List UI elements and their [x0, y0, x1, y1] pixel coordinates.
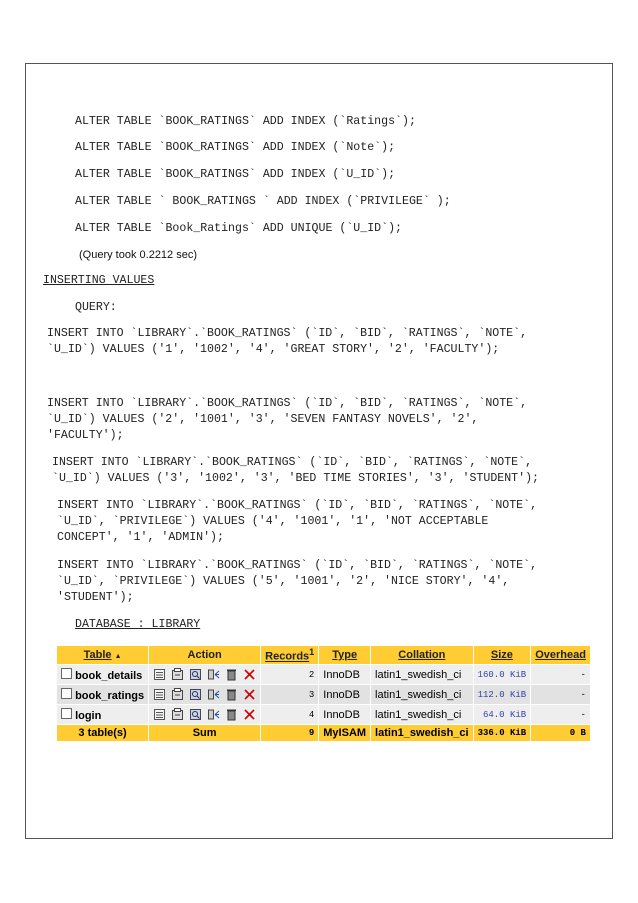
- browse-icon[interactable]: [153, 688, 166, 701]
- insert-icon[interactable]: [207, 688, 220, 701]
- footer-records: 9: [261, 725, 318, 741]
- collation-cell: latin1_swedish_ci: [371, 665, 473, 684]
- insert-3-line-2: `U_ID`) VALUES ('3', '1002', '3', 'BED TIME STORIES', '3', 'STUDENT');: [52, 472, 540, 485]
- insert-1-line-1: INSERT INTO `LIBRARY`.`BOOK_RATINGS` (`ID`, `BID`, `RATINGS`, `NOTE`,: [47, 327, 528, 340]
- row-checkbox[interactable]: [61, 668, 72, 679]
- header-overhead[interactable]: Overhead: [531, 646, 590, 664]
- footer-type: MyISAM: [319, 725, 370, 741]
- sort-arrow-icon: ▲: [114, 653, 122, 660]
- collation-cell: latin1_swedish_ci: [371, 685, 473, 704]
- records-cell: 4: [261, 705, 318, 724]
- records-cell: 2: [261, 665, 318, 684]
- size-cell[interactable]: 112.0 KiB: [474, 685, 531, 704]
- type-cell: InnoDB: [319, 685, 370, 704]
- table-row: [57, 665, 590, 684]
- query-label: QUERY:: [75, 301, 117, 314]
- overhead-cell: -: [531, 685, 590, 704]
- header-size[interactable]: Size: [474, 646, 531, 664]
- header-action: Action: [149, 646, 260, 664]
- insert-icon[interactable]: [207, 668, 220, 681]
- drop-icon[interactable]: [243, 688, 256, 701]
- insert-3-line-1: INSERT INTO `LIBRARY`.`BOOK_RATINGS` (`ID`, `BID`, `RATINGS`, `NOTE`,: [52, 456, 533, 469]
- table-row: [57, 685, 590, 704]
- search-icon[interactable]: [189, 708, 202, 721]
- table-row: [57, 705, 590, 724]
- insert-4-line-2: `U_ID`, `PRIVILEGE`) VALUES ('4', '1001', '1', 'NOT ACCEPTABLE: [57, 515, 489, 528]
- type-cell: InnoDB: [319, 665, 370, 684]
- table-name[interactable]: book_ratings: [75, 689, 145, 702]
- table-name-cell: [57, 685, 148, 704]
- table-name-cell: [57, 705, 148, 724]
- empty-icon[interactable]: [225, 668, 238, 681]
- query-time: (Query took 0.2212 sec): [79, 249, 198, 261]
- database-tables-table: [56, 645, 591, 742]
- action-cell: [149, 705, 260, 724]
- action-cell: [149, 685, 260, 704]
- drop-icon[interactable]: [243, 708, 256, 721]
- table-name[interactable]: login: [75, 709, 102, 722]
- table-header-row: [57, 646, 590, 664]
- table-name-cell: [57, 665, 148, 684]
- insert-4-line-3: CONCEPT', '1', 'ADMIN');: [57, 531, 224, 544]
- footer-table-count: 3 table(s): [57, 725, 148, 741]
- records-cell: 3: [261, 685, 318, 704]
- table-footer-row: [57, 725, 590, 741]
- header-table[interactable]: Table ▲: [57, 646, 148, 664]
- alter-query-4: ALTER TABLE ` BOOK_RATINGS ` ADD INDEX (`PRIVILEGE` );: [75, 195, 451, 208]
- row-checkbox[interactable]: [61, 688, 72, 699]
- drop-icon[interactable]: [243, 668, 256, 681]
- section-title: INSERTING VALUES: [43, 274, 155, 287]
- structure-icon[interactable]: [171, 688, 184, 701]
- alter-query-5: ALTER TABLE `Book_Ratings` ADD UNIQUE (`U_ID`);: [75, 222, 402, 235]
- insert-1-line-2: `U_ID`) VALUES ('1', '1002', '4', 'GREAT STORY', '2', 'FACULTY');: [47, 343, 500, 356]
- size-cell[interactable]: 64.0 KiB: [474, 705, 531, 724]
- search-icon[interactable]: [189, 668, 202, 681]
- insert-4-line-1: INSERT INTO `LIBRARY`.`BOOK_RATINGS` (`ID`, `BID`, `RATINGS`, `NOTE`,: [57, 499, 538, 512]
- insert-5-line-2: `U_ID`, `PRIVILEGE`) VALUES ('5', '1001', '2', 'NICE STORY', '4',: [57, 575, 510, 588]
- footer-sum: Sum: [149, 725, 260, 741]
- empty-icon[interactable]: [225, 688, 238, 701]
- overhead-cell: -: [531, 665, 590, 684]
- type-cell: InnoDB: [319, 705, 370, 724]
- browse-icon[interactable]: [153, 668, 166, 681]
- header-records[interactable]: Records$^1$: [261, 646, 318, 664]
- header-type[interactable]: Type: [319, 646, 370, 664]
- table-name[interactable]: book_details: [75, 669, 143, 682]
- alter-query-2: ALTER TABLE `BOOK_RATINGS` ADD INDEX (`Note`);: [75, 141, 396, 154]
- empty-icon[interactable]: [225, 708, 238, 721]
- footer-size: 336.0 KiB: [474, 725, 531, 741]
- database-label: DATABASE : LIBRARY: [75, 618, 201, 631]
- header-collation[interactable]: Collation: [371, 646, 473, 664]
- size-cell[interactable]: 160.0 KiB: [474, 665, 531, 684]
- row-checkbox[interactable]: [61, 708, 72, 719]
- insert-2-line-2: `U_ID`) VALUES ('2', '1001', '3', 'SEVEN FANTASY NOVELS', '2',: [47, 413, 479, 426]
- insert-5-line-3: 'STUDENT');: [57, 591, 134, 604]
- alter-query-3: ALTER TABLE `BOOK_RATINGS` ADD INDEX (`U_ID`);: [75, 168, 396, 181]
- search-icon[interactable]: [189, 688, 202, 701]
- structure-icon[interactable]: [171, 708, 184, 721]
- overhead-cell: -: [531, 705, 590, 724]
- insert-2-line-1: INSERT INTO `LIBRARY`.`BOOK_RATINGS` (`ID`, `BID`, `RATINGS`, `NOTE`,: [47, 397, 528, 410]
- insert-5-line-1: INSERT INTO `LIBRARY`.`BOOK_RATINGS` (`ID`, `BID`, `RATINGS`, `NOTE`,: [57, 559, 538, 572]
- browse-icon[interactable]: [153, 708, 166, 721]
- footer-overhead: 0 B: [531, 725, 590, 741]
- action-cell: [149, 665, 260, 684]
- insert-icon[interactable]: [207, 708, 220, 721]
- insert-2-line-3: 'FACULTY');: [47, 429, 124, 442]
- footer-collation: latin1_swedish_ci: [371, 725, 473, 741]
- collation-cell: latin1_swedish_ci: [371, 705, 473, 724]
- structure-icon[interactable]: [171, 668, 184, 681]
- alter-query-1: ALTER TABLE `BOOK_RATINGS` ADD INDEX (`Ratings`);: [75, 115, 416, 128]
